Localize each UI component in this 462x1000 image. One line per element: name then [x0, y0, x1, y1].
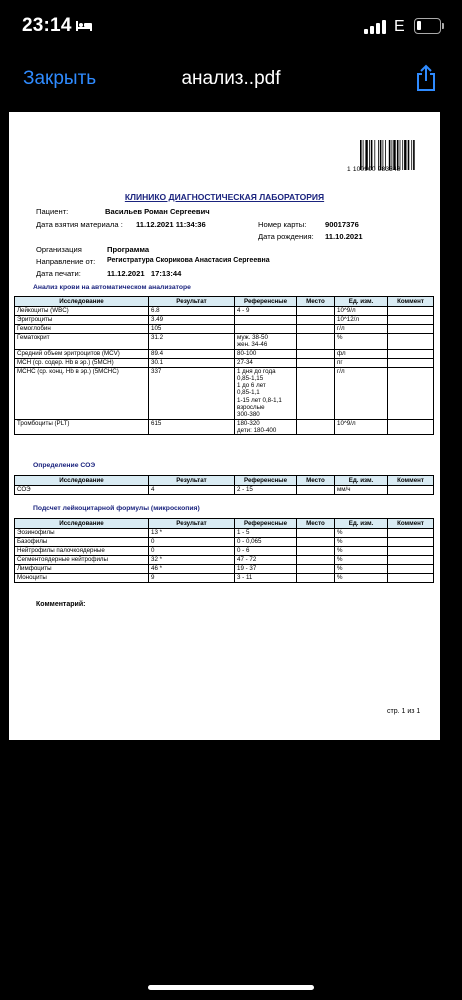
section-title-leukocyte-formula: Подсчет лейкоцитарной формулы (микроскопия) [33, 505, 200, 512]
table-cell [388, 307, 434, 316]
table-cell: мм/ч [335, 486, 388, 495]
table-cell: Моноциты [15, 574, 149, 583]
patient-label: Пациент: [36, 207, 69, 216]
table-cell: % [335, 547, 388, 556]
table-cell: 3.49 [149, 316, 235, 325]
table-row [15, 556, 434, 565]
table-cell: 1 дня до года 0,85-1,15 1 до 6 лет 0,85-1,1 1-15 лет 0,8-1,1 взрослые 300-380 [235, 367, 297, 419]
column-header: Исследование [15, 297, 149, 307]
table-cell: Гематокрит [15, 334, 149, 350]
table-cell: MCH (ср. содер. Hb в эр.) (5MCH) [15, 358, 149, 367]
table-cell: 47 - 72 [235, 556, 297, 565]
table-cell: 10^9/л [335, 307, 388, 316]
table-cell: 0 - 6 [235, 547, 297, 556]
sample-date-label: Дата взятия материала : [36, 220, 123, 229]
clock: 23:14 [22, 15, 72, 36]
table-cell: 30.1 [149, 358, 235, 367]
column-header: Референсные [235, 297, 297, 307]
table-cell [388, 316, 434, 325]
table-cell [297, 316, 335, 325]
column-header: Результат [149, 297, 235, 307]
table-cell [297, 307, 335, 316]
share-icon[interactable] [414, 64, 438, 92]
battery-level [417, 21, 421, 30]
column-header: Коммент [388, 476, 434, 486]
pdf-page[interactable] [9, 112, 440, 740]
table-cell: 2 - 15 [235, 486, 297, 495]
table-cell [388, 556, 434, 565]
table-row [15, 574, 434, 583]
table-cell: 80-100 [235, 349, 297, 358]
table-cell: пг [335, 358, 388, 367]
table-cell: % [335, 574, 388, 583]
table-row [15, 367, 434, 419]
column-header: Ед. изм. [335, 476, 388, 486]
table-cell: 1 - 5 [235, 529, 297, 538]
table-cell: 4 [149, 486, 235, 495]
section-title-esr: Определение СОЭ [33, 462, 96, 469]
column-header: Место [297, 519, 335, 529]
table-cell [297, 358, 335, 367]
table-cell: 13 * [149, 529, 235, 538]
table-cell: 615 [149, 419, 235, 435]
table-header-row [15, 519, 434, 529]
table-cell: 9 [149, 574, 235, 583]
table-cell [388, 565, 434, 574]
column-header: Место [297, 476, 335, 486]
column-header: Коммент [388, 297, 434, 307]
table-cell: 0 [149, 547, 235, 556]
table-cell: Базофилы [15, 538, 149, 547]
status-bar [0, 0, 462, 56]
barcode-bar [408, 140, 410, 170]
table-cell: 31.2 [149, 334, 235, 350]
table-row [15, 349, 434, 358]
column-header: Коммент [388, 519, 434, 529]
table-cell: 180-320 дети: 180-400 [235, 419, 297, 435]
table-row [15, 316, 434, 325]
organization-label: Организация [36, 245, 82, 254]
column-header: Результат [149, 519, 235, 529]
table-cell [235, 316, 297, 325]
table-cell [297, 367, 335, 419]
table-cell: Нейтрофилы палочкоядерные [15, 547, 149, 556]
table-cell [388, 574, 434, 583]
table-cell: 19 - 37 [235, 565, 297, 574]
table-cell [297, 419, 335, 435]
column-header: Ед. изм. [335, 297, 388, 307]
table-row [15, 538, 434, 547]
table-cell: Лейкоциты (WBC) [15, 307, 149, 316]
table-cell: 6.8 [149, 307, 235, 316]
table-row [15, 325, 434, 334]
table-row [15, 547, 434, 556]
table-cell: 27-34 [235, 358, 297, 367]
sleep-mode-icon [76, 20, 92, 32]
leukocyte-formula-table [14, 518, 434, 583]
birth-date-label: Дата рождения: [258, 232, 314, 241]
table-header-row [15, 297, 434, 307]
table-cell [297, 349, 335, 358]
table-cell [388, 325, 434, 334]
esr-table [14, 475, 434, 495]
table-cell: % [335, 556, 388, 565]
table-cell [297, 486, 335, 495]
battery-icon [414, 18, 441, 34]
table-cell [297, 547, 335, 556]
table-cell: г/л [335, 325, 388, 334]
table-row [15, 307, 434, 316]
table-cell: 32 * [149, 556, 235, 565]
card-number-label: Номер карты: [258, 220, 307, 229]
table-cell [388, 334, 434, 350]
column-header: Референсные [235, 519, 297, 529]
table-cell [388, 358, 434, 367]
table-cell [297, 556, 335, 565]
barcode-bar [411, 140, 412, 170]
table-cell: Тромбоциты (PLT) [15, 419, 149, 435]
table-cell: фл [335, 349, 388, 358]
table-cell: % [335, 565, 388, 574]
page-number: стр. 1 из 1 [387, 708, 421, 715]
table-cell [388, 538, 434, 547]
table-cell [388, 486, 434, 495]
table-cell: 10^12/л [335, 316, 388, 325]
table-row [15, 565, 434, 574]
table-cell: Средний объем эритроцитов (MCV) [15, 349, 149, 358]
table-cell: % [335, 538, 388, 547]
comment-label: Комментарий: [36, 601, 86, 608]
table-cell: муж. 38-50 жен. 34-46 [235, 334, 297, 350]
table-cell [388, 349, 434, 358]
close-button[interactable]: Закрыть [23, 68, 97, 89]
sample-date: 11.12.2021 11:34:36 [136, 220, 206, 229]
column-header: Исследование [15, 519, 149, 529]
column-header: Референсные [235, 476, 297, 486]
table-cell: 0 [149, 538, 235, 547]
referral-value: Регистратура Скорикова Анастасия Сергеевна [107, 257, 270, 264]
table-cell: MCHC (ср. конц. Hb в эр.) (5MCHC) [15, 367, 149, 419]
table-cell [388, 547, 434, 556]
table-cell [297, 529, 335, 538]
table-cell [388, 367, 434, 419]
table-cell: г/л [335, 367, 388, 419]
column-header: Исследование [15, 476, 149, 486]
laboratory-title: КЛИНИКО ДИАГНОСТИЧЕСКАЯ ЛАБОРАТОРИЯ [124, 192, 325, 202]
table-cell: Гемоглобин [15, 325, 149, 334]
table-row [15, 486, 434, 495]
table-cell: Лимфоциты [15, 565, 149, 574]
table-cell [297, 574, 335, 583]
table-cell: % [335, 334, 388, 350]
column-header: Ед. изм. [335, 519, 388, 529]
organization-value: Программа [107, 245, 150, 254]
table-header-row [15, 476, 434, 486]
table-cell: 3 - 11 [235, 574, 297, 583]
table-cell: 89.4 [149, 349, 235, 358]
table-cell: Эозинофилы [15, 529, 149, 538]
table-row [15, 419, 434, 435]
table-cell: Эритроциты [15, 316, 149, 325]
table-row [15, 529, 434, 538]
table-cell: 337 [149, 367, 235, 419]
table-cell: 4 - 9 [235, 307, 297, 316]
column-header: Результат [149, 476, 235, 486]
print-date-label: Дата печати: [36, 269, 81, 278]
table-cell: 46 * [149, 565, 235, 574]
document-title: анализ..pdf [181, 68, 281, 89]
section-title-blood-analyzer: Анализ крови на автоматическом анализаторе [33, 284, 191, 291]
table-row [15, 358, 434, 367]
barcode-bar [413, 140, 415, 170]
barcode-bar [404, 140, 406, 170]
referral-label: Направление от: [36, 257, 96, 266]
home-indicator[interactable] [148, 985, 314, 990]
table-cell: 10^9/л [335, 419, 388, 435]
network-type: E [394, 18, 405, 35]
table-cell: СОЭ [15, 486, 149, 495]
table-cell [297, 538, 335, 547]
birth-date: 11.10.2021 [325, 232, 363, 241]
cellular-signal-icon [364, 20, 386, 34]
card-number: 90017376 [325, 220, 359, 229]
table-cell: Сегментоядерные нейтрофилы [15, 556, 149, 565]
column-header: Место [297, 297, 335, 307]
barcode-number: 1 100900 983348 [347, 166, 401, 173]
table-cell [297, 325, 335, 334]
table-cell [297, 334, 335, 350]
barcode-bar [402, 140, 403, 170]
table-cell [388, 419, 434, 435]
blood-analyzer-table [14, 296, 434, 435]
navigation-bar [0, 56, 462, 102]
patient-name: Васильев Роман Сергеевич [105, 207, 210, 216]
table-cell: % [335, 529, 388, 538]
table-cell [297, 565, 335, 574]
table-cell: 105 [149, 325, 235, 334]
table-cell [235, 325, 297, 334]
table-cell [388, 529, 434, 538]
print-date: 11.12.2021 17:13:44 [107, 269, 182, 278]
table-cell: 0 - 0,065 [235, 538, 297, 547]
battery-tip [442, 23, 444, 29]
table-row [15, 334, 434, 350]
